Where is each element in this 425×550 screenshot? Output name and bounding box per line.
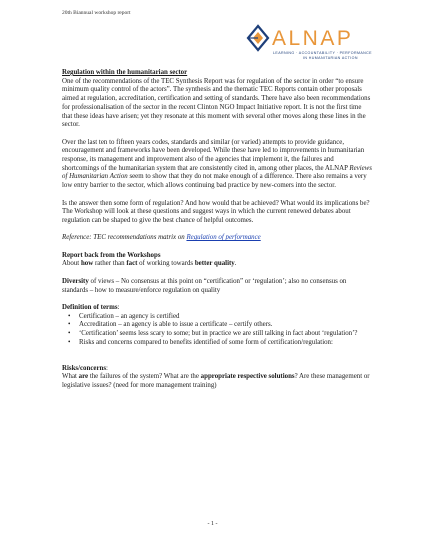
spacer bbox=[62, 356, 372, 365]
regulation-of-performance-link[interactable]: Regulation of performance bbox=[186, 234, 261, 242]
list-item: • Certification – an agency is certified bbox=[79, 313, 372, 322]
alnap-mark-icon bbox=[246, 24, 270, 54]
section-heading-definitions: Definition of terms: bbox=[62, 303, 120, 311]
list-item: • Accreditation – an agency is able to issue a certificate – certify others. bbox=[79, 321, 372, 330]
definitions-list bbox=[62, 313, 372, 348]
logo-tagline bbox=[273, 51, 372, 60]
section-heading-report-back: Report back from the Workshops bbox=[62, 251, 161, 259]
logo-tagline-line2: IN HUMANITARIAN ACTION bbox=[303, 55, 358, 60]
reviews-title: Reviews of Humanitarian Action bbox=[62, 164, 372, 181]
running-header: 20th Biannual workshop report bbox=[62, 10, 131, 16]
logo-tagline-line1: LEARNING · ACCOUNTABILITY · PERFORMANCE bbox=[273, 51, 372, 55]
reference-line: Reference: TEC recommendations matrix on Regulation of performance bbox=[62, 234, 261, 242]
alnap-logo bbox=[246, 27, 372, 70]
logo-wordmark: ALNAP bbox=[272, 27, 354, 50]
paragraph-codes-standards: Over the last ten to fifteen years codes, standards and similar (or varied) attempts to provide guidance, encouragement and frameworks have been developed. While these have led to improvements in humanitarian response, its management and improvement also of the agencies that implement it, the failures and shortcomings of the humanitarian system that are consistently cited in, among other places, the ALNAP Reviews of Humanitarian Action seem to show that they do not make enough of a difference. There also remains a very low entry barrier to the sector, which allows continuing bad practice by new-comers into the sector. bbox=[62, 138, 372, 190]
paragraph-risks: What are the failures of the system? What are the appropriate respective solutions? Are these management or legislative issues? (need for more management training) bbox=[62, 373, 370, 390]
paragraph-diversity: Diversity of views – No consensus at this point on “certification” or ‘regulation’; also no consensus on standards – how to measure/enforce regulation on quality bbox=[62, 277, 347, 294]
list-item: • Risks and concerns compared to benefits identified of some form of certification/regulation: bbox=[79, 339, 372, 348]
page-number: - 1 - bbox=[207, 521, 218, 527]
paragraph-tec-recommendations: One of the recommendations of the TEC Synthesis Report was for regulation of the sector in order “to ensure minimum quality control of the actors”. The synthesis and the thematic TEC Reports contain other proposals aimed at regulation, accreditation, certification and setting of standards. There have also been recommendations for professionalisation of the sector in the recent Clinton NGO Impact Initiative report. It is not the first time that these ideas have arisen; yet they resonate at this moment with several other moves along these lines in the sector. bbox=[62, 77, 371, 129]
report-body bbox=[62, 69, 372, 400]
section-heading-risks: Risks/concerns: bbox=[62, 364, 108, 372]
list-item: • ‘Certification’ seems less scary to some; but in practice we are still talking in fact about ‘regulation’? bbox=[79, 330, 372, 339]
section-heading-regulation: Regulation within the humanitarian sector bbox=[62, 69, 188, 76]
paragraph-about-how: About how rather than fact of working towards better quality. bbox=[62, 260, 237, 268]
paragraph-questions: Is the answer then some form of regulation? And how would that be achieved? What would its implications be? The Workshop will look at these questions and suggest ways in which the current renewed debates about regulation can be shaped to give the best chance of helpful outcomes. bbox=[62, 199, 370, 224]
